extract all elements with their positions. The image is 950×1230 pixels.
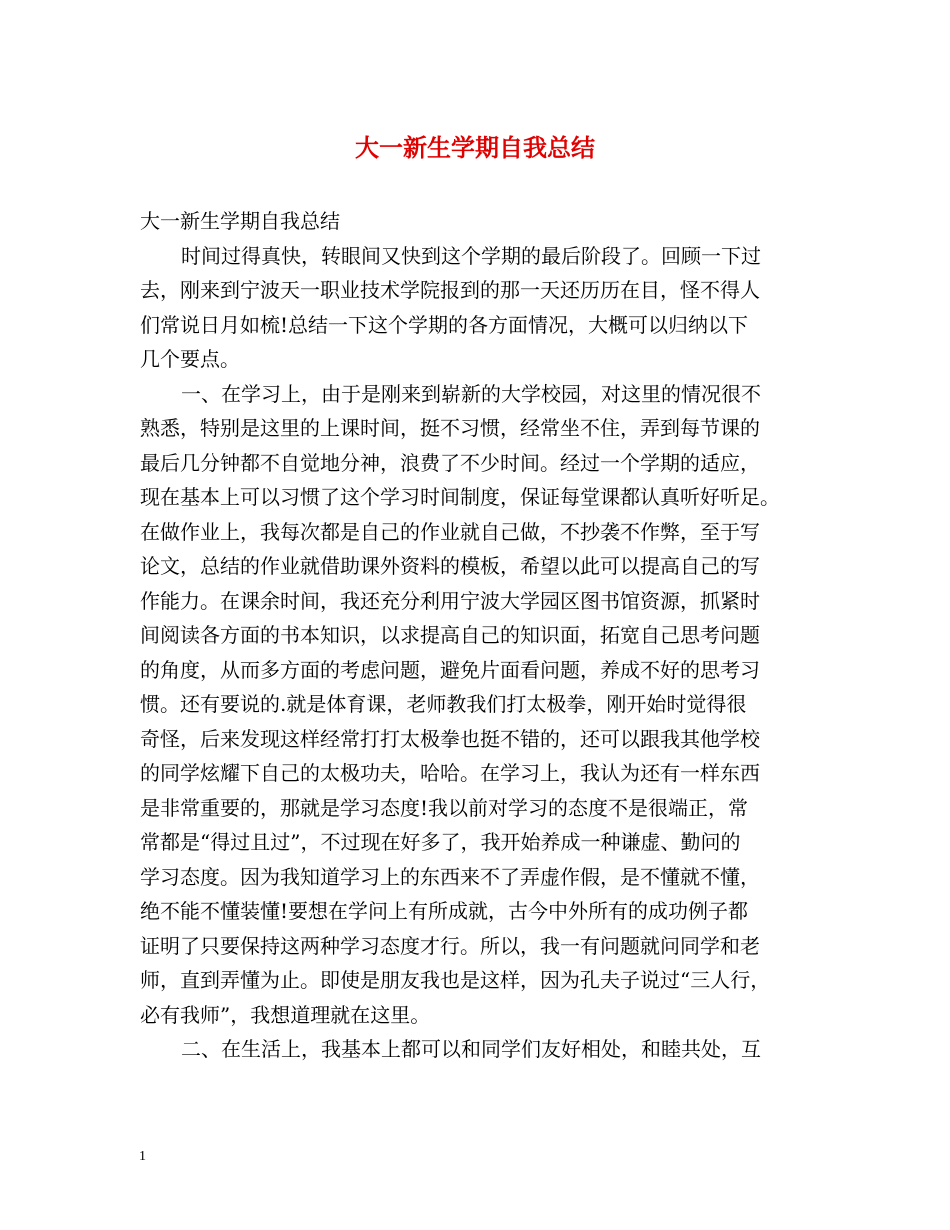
document-title: 大一新生学期自我总结 [355,134,595,162]
paragraph-line: 间阅读各方面的书本知识，以求提高自己的知识面，拓宽自己思考问题 [140,623,760,647]
paragraph-line: 二、在生活上，我基本上都可以和同学们友好相处，和睦共处，互 [181,1037,761,1061]
page-number: 1 [139,1149,146,1164]
paragraph-line: 绝不能不懂装懂!要想在学问上有所成就，古今中外所有的成功例子都 [140,899,749,923]
paragraph-line: 学习态度。因为我知道学习上的东西来不了弄虚作假，是不懂就不懂， [140,864,760,889]
body-subtitle-line: 大一新生学期自我总结 [140,209,340,233]
paragraph-line: 现在基本上可以习惯了这个学习时间制度，保证每堂课都认真听好听足。 [140,485,780,509]
paragraph-line: 时间过得真快，转眼间又快到这个学期的最后阶段了。回顾一下过 [181,243,761,268]
paragraph-line: 的角度，从而多方面的考虑问题，避免片面看问题，养成不好的思考习 [140,657,760,682]
paragraph-line: 熟悉，特别是这里的上课时间，挺不习惯，经常坐不住，弄到每节课的 [140,416,760,440]
paragraph-line: 惯。还有要说的.就是体育课，老师教我们打太极拳，刚开始时觉得很 [140,692,747,716]
paragraph-line: 几个要点。 [140,347,240,371]
paragraph-line: 论文，总结的作业就借助课外资料的模板，希望以此可以提高自己的写 [140,554,760,578]
paragraph-line: 必有我师”，我想道理就在这里。 [140,1002,431,1027]
paragraph-line: 一、在学习上，由于是刚来到崭新的大学校园，对这里的情况很不 [181,381,761,406]
document-body [140,204,820,1067]
paragraph-line: 们常说日月如梳!总结一下这个学期的各方面情况，大概可以归纳以下 [140,312,749,337]
paragraph-line: 在做作业上，我每次都是自己的作业就自己做，不抄袭不作弊，至于写 [140,519,760,544]
paragraph-line: 奇怪，后来发现这样经常打打太极拳也挺不错的，还可以跟我其他学校 [140,726,760,751]
paragraph-line: 作能力。在课余时间，我还充分利用宁波大学园区图书馆资源，抓紧时 [140,588,760,613]
paragraph-line: 的同学炫耀下自己的太极功夫，哈哈。在学习上，我认为还有一样东西 [140,761,760,785]
paragraph-line: 师，直到弄懂为止。即使是朋友我也是这样，因为孔夫子说过“三人行， [140,968,771,992]
paragraph-line: 常都是“得过且过”，不过现在好多了，我开始养成一种谦虚、勤问的 [140,830,741,854]
paragraph-line: 最后几分钟都不自觉地分神，浪费了不少时间。经过一个学期的适应， [140,450,760,475]
paragraph-line: 证明了只要保持这两种学习态度才行。所以，我一有问题就问同学和老 [140,933,760,958]
paragraph-line: 是非常重要的，那就是学习态度!我以前对学习的态度不是很端正，常 [140,795,749,820]
paragraph-line: 去，刚来到宁波天一职业技术学院报到的那一天还历历在目，怪不得人 [140,278,760,302]
